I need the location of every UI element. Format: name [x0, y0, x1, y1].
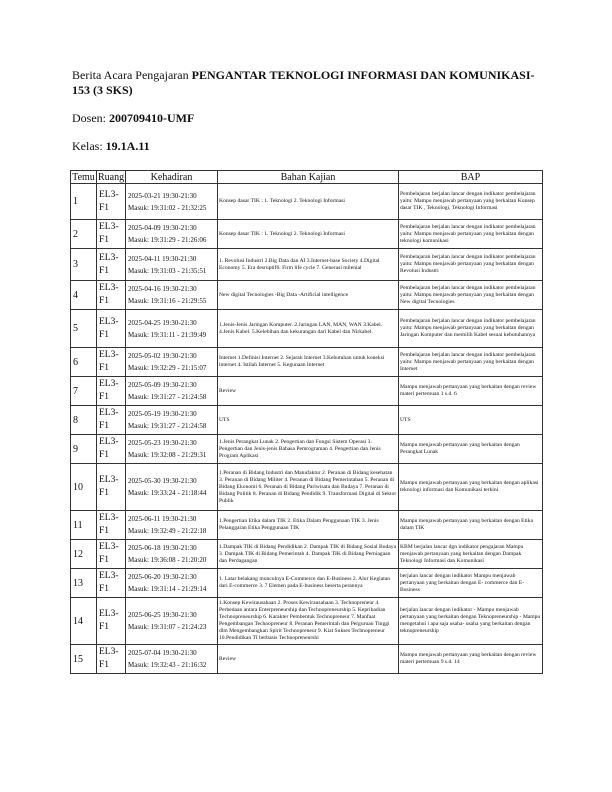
table-row — [71, 184, 543, 220]
cell-bahan-kajian: Konsep dasar TIK : 1. Teknologi 2. Teknologi Informasi — [218, 184, 399, 220]
header-temu: Temu — [72, 171, 95, 183]
cell-kehadiran — [126, 377, 218, 406]
jadwal-text: 2025-04-11 19:30-21:30 — [128, 254, 197, 263]
table-row — [71, 220, 543, 249]
cell-kehadiran — [126, 184, 218, 220]
cell-temu: 14 — [71, 598, 97, 645]
cell-ruang: EL3-F1 — [97, 464, 126, 511]
cell-temu: 8 — [71, 406, 97, 435]
cell-bap: Pembelajaran berjalan lancar dengan indikator pembelajaran yaitu: Mampu menjawab pertanyaan yang berkaitan dengan Jaringan Komputer dan memilih Kabel sesuai kebutuhannya — [399, 310, 543, 348]
cell-bap: Mampu menjawab pertanyaan yang berkaitan dengan aplikasi teknologi informasi dan Komunikasi terkini — [399, 464, 543, 511]
jadwal-text: 2025-05-19 19:30-21:30 — [128, 410, 197, 418]
cell-bap: Mampu menjawab pertanyaan yang berkaitan dengan review materi pertemuan 1 s.d. 6 — [399, 377, 543, 406]
jadwal-text: 2025-06-11 19:30-21:30 — [128, 515, 197, 523]
cell-kehadiran — [126, 645, 218, 674]
dosen-value: 200709410-UMF — [109, 111, 195, 125]
cell-ruang: EL3-F1 — [97, 406, 126, 435]
table-row — [71, 511, 543, 540]
table-row — [71, 406, 543, 435]
table-row — [71, 598, 543, 645]
masuk-text: Masuk: 19:31:03 - 21:35:51 — [128, 266, 207, 275]
cell-bap: Mampu menjawab pertanyaan yang berkaitan dengan Perangkat Lunak — [399, 435, 543, 464]
cell-bahan-kajian: Internet 1.Definisi Internet 2. Sejarah Internet 3.Kebutuhan untuk koneksi internet 4. Istilah Internet 5. Kegunaan Internet — [218, 348, 399, 377]
jadwal-text: 2025-06-20 19:30-21:30 — [128, 573, 197, 581]
cell-bap: Pembelajaran berjalan lancar dengan indikator pembelajaran yaitu: Mampu menjawab pertanyaan yang berkaitan dengan Revolusi Industri — [399, 249, 543, 281]
cell-temu: 6 — [71, 348, 97, 377]
cell-temu: 5 — [71, 310, 97, 348]
table-row — [71, 310, 543, 348]
cell-kehadiran — [126, 435, 218, 464]
masuk-text: Masuk: 19:31:07 - 21:24:23 — [128, 623, 207, 631]
cell-kehadiran — [126, 406, 218, 435]
cell-bahan-kajian: 1.Peranan di Bidang Industri dan Manufaktur 2. Peranan di Bidang kesehatan 3. Peranan di Bidang Militer 4. Peranan di Bidang Pemerintahan 5. Peranan di Bidang Ekonomi 6. Peranan di Bidang Pariwisata dan Budaya 7. Peranan di Bidang Politik 8. Peranan di Bidang Pendidik 9. Transformasi Digital di Sektor Publik — [218, 464, 399, 511]
course-name: PENGANTAR TEKNOLOGI INFORMASI DAN KOMUNIKASI-153 (3 SKS) — [72, 68, 535, 97]
cell-bap: Mampu menjawab pertanyaan yang berkaitan dengan Etika dalam TIK — [399, 511, 543, 540]
table-head — [71, 171, 543, 184]
cell-ruang: EL3-F1 — [97, 281, 126, 310]
cell-bap: berjalan lancar dengan indikator - Mampu menjawab pertanyaan yang berkaitan dengan Teknopreneurship - Mampu mengetahui i apa saja usaha- usaha yang berkaitan dengan teknopreneurship — [399, 598, 543, 645]
cell-bahan-kajian: 1.Pengertian Etika dalam TIK 2. Etika Dalam Penggunaan TIK 3. Jenis Pelanggaran Etika Penggunaan TIK — [218, 511, 399, 540]
masuk-text: Masuk: 19:31:27 - 21:24:58 — [128, 422, 207, 430]
jadwal-text: 2025-05-02 19:30-21:30 — [128, 352, 197, 360]
cell-bahan-kajian: Review — [218, 377, 399, 406]
cell-bahan-kajian: 1.Jenis-Jenis Jaringan Komputer. 2.Jaringan LAN, MAN, WAN 3.Kabel. 4.Jenis Kabel. 5.Kelebihan dan kekurangan dari Kabel dan Nirkabel. — [218, 310, 399, 348]
cell-kehadiran — [126, 310, 218, 348]
jadwal-text: 2025-04-16 19:30-21:30 — [128, 285, 197, 293]
cell-bap: Pembelajaran berjalan lancar dengan indikator pembelajaran yaitu: Mampu menjawab pertanyaan yang berkaitan dengan Internet — [399, 348, 543, 377]
cell-bahan-kajian: Review — [218, 645, 399, 674]
cell-kehadiran — [126, 540, 218, 569]
jadwal-text: 2025-05-09 19:30-21:30 — [128, 381, 197, 389]
cell-ruang: EL3-F1 — [97, 249, 126, 281]
header-kehadiran: Kehadiran — [126, 171, 218, 184]
masuk-text: Masuk: 19:31:16 - 21:29:55 — [128, 297, 207, 305]
cell-bahan-kajian: 1.Dampak TIK di Bidang Pendidikan 2. Dampak TIK di Bidang Sosial Budaya 3. Dampak TIK di Bidang Pemerintah 4. Dampak TIK di Bidang Perniagaan dan Perdagangan — [218, 540, 399, 569]
table-row — [71, 540, 543, 569]
cell-bahan-kajian: UTS — [218, 406, 399, 435]
cell-bap: Pembelajaran berjalan lancar dengan indikator pembelajaran yaitu: Mampu menjawab pertanyaan yang berkaitan dengan New digital Tecnologies — [399, 281, 543, 310]
kelas-line — [72, 139, 542, 154]
cell-ruang: EL3-F1 — [97, 377, 126, 406]
document-header — [72, 68, 542, 167]
cell-bahan-kajian: Konsep dasar TIK : 1. Teknologi 2. Teknologi Informasi — [218, 220, 399, 249]
cell-bahan-kajian: 1.Jenis Perangkat Lunak 2. Pengertian dan Fungsi Sistem Operasi 3. Pengertian dan Jenis-jenis Bahasa Pemrograman 4. Pengertian dan Jenis Program Aplikasi — [218, 435, 399, 464]
cell-temu: 1 — [71, 184, 97, 220]
dosen-label: Dosen: — [72, 111, 106, 125]
cell-kehadiran — [126, 249, 218, 281]
cell-temu: 2 — [71, 220, 97, 249]
table-body — [71, 184, 543, 674]
jadwal-text: 2025-07-04 19:30-21:30 — [128, 649, 197, 657]
cell-bap: Mampu menjawab pertanyaan yang berkaitan dengan review materi pertemuan 9 s.d. 14 — [399, 645, 543, 674]
title-prefix: Berita Acara Pengajaran — [72, 68, 189, 82]
cell-kehadiran — [126, 598, 218, 645]
table-row — [71, 645, 543, 674]
header-row — [71, 171, 543, 184]
cell-ruang: EL3-F1 — [97, 511, 126, 540]
cell-temu: 11 — [71, 511, 97, 540]
masuk-text: Masuk: 19:32:08 - 21:29:31 — [128, 451, 207, 459]
jadwal-text: 2025-04-09 19:30-21:30 — [128, 224, 197, 232]
cell-temu: 12 — [71, 540, 97, 569]
masuk-text: Masuk: 19:36:08 - 21:20:20 — [128, 556, 207, 564]
cell-kehadiran — [126, 569, 218, 598]
cell-ruang: EL3-F1 — [97, 540, 126, 569]
cell-ruang: EL3-F1 — [97, 184, 126, 220]
cell-ruang: EL3-F1 — [97, 435, 126, 464]
cell-kehadiran — [126, 511, 218, 540]
kelas-label: Kelas: — [72, 139, 103, 153]
cell-kehadiran — [126, 220, 218, 249]
table-row — [71, 348, 543, 377]
dosen-line — [72, 111, 542, 126]
header-ruang: Ruang — [98, 171, 125, 183]
cell-temu: 13 — [71, 569, 97, 598]
cell-kehadiran — [126, 348, 218, 377]
cell-bap: Pembelajaran berjalan lancar dengan indikator pembelajaran yaitu: Mampu menjawab pertanyaan yang berkaitan Konsep dasar TIK , Teknologi, Teknologi Informasi — [399, 184, 543, 220]
cell-bahan-kajian: 1.Konsep Kewirausahaan 2. Proses Kewirausahaan 3. Technopreneur 4. Perbedaan antara Enterpreneurship dan Technopreneurship 5. Kepribadian Technopreneurship 6. Karakter Pembentuk Technopreneur 7. Manfaat Pengembangan Technopreneur 8. Peranan Pemerintah dan Perguruan Tinggi dlm Mengembangkan Spirit Technopreneur 9. Kiat Sukses Technopreneur 10.Pendidikan TI berbasis Technopreneurshi — [218, 598, 399, 645]
cell-temu: 3 — [71, 249, 97, 281]
cell-ruang: EL3-F1 — [97, 569, 126, 598]
cell-bahan-kajian: 1. Revolusi Industri 2.Big Data dan AI 3.Internet-base Society 4.Digital Economy 5. Era desruptif6. Firm life cycle 7. Generasi milenial — [218, 249, 399, 281]
document-title — [72, 68, 542, 98]
cell-temu: 9 — [71, 435, 97, 464]
masuk-text: Masuk: 19:31:14 - 21:29:14 — [128, 585, 207, 593]
cell-bahan-kajian: New digital Tecnologies -Big Data -Artificial intelligence — [218, 281, 399, 310]
table-row — [71, 435, 543, 464]
cell-bap: Pembelajaran berjalan lancar dengan indikator pembelajaran yaitu: Mampu menjawab pertanyaan yang berkaitan dengan teknologi komunikasi — [399, 220, 543, 249]
masuk-text: Masuk: 19:33:24 - 21:18:44 — [128, 489, 207, 497]
cell-ruang: EL3-F1 — [97, 220, 126, 249]
header-bahan-kajian: Bahan Kajian — [218, 171, 399, 184]
masuk-text: Masuk: 19:31:27 - 21:24:58 — [128, 393, 207, 401]
cell-temu: 10 — [71, 464, 97, 511]
cell-kehadiran — [126, 464, 218, 511]
jadwal-text: 2025-05-23 19:30-21:30 — [128, 439, 197, 447]
cell-bap: berjalan lancar dengan indikator Mampu menjawab pertanyaan yang berkaitan dengan E- commerce dan E-Business — [399, 569, 543, 598]
table-row — [71, 281, 543, 310]
cell-temu: 7 — [71, 377, 97, 406]
masuk-text: Masuk: 19:32:49 - 21:22:18 — [128, 527, 207, 535]
table-row — [71, 569, 543, 598]
jadwal-text: 2025-06-25 19:30-21:30 — [128, 611, 197, 619]
table-row — [71, 464, 543, 511]
cell-bahan-kajian: 1. Latar belakang munculnya E-Commerce dan E-Business 2. Alur Kegiatan dari E-commerce 3. 7 Elemen pada E-business beserta perannya — [218, 569, 399, 598]
attendance-table — [70, 170, 543, 674]
jadwal-text: 2025-04-25 19:30-21:30 — [128, 318, 197, 327]
cell-temu: 15 — [71, 645, 97, 674]
jadwal-text: 2025-03-21 19:30-21:30 — [128, 191, 197, 200]
masuk-text: Masuk: 19:31:02 - 21:32:25 — [128, 203, 207, 212]
masuk-text: Masuk: 19:31:29 - 21:26:06 — [128, 236, 207, 244]
cell-ruang: EL3-F1 — [97, 310, 126, 348]
jadwal-text: 2025-05-30 19:30-21:30 — [128, 477, 197, 485]
masuk-text: Masuk: 19:32:43 - 21:16:32 — [128, 661, 207, 669]
table-row — [71, 249, 543, 281]
cell-bap: UTS — [399, 406, 543, 435]
cell-ruang: EL3-F1 — [97, 348, 126, 377]
cell-ruang: EL3-F1 — [97, 598, 126, 645]
cell-bap: KBM berjalan lancar dgn indikator pengajaran Mampu menjawab pertanyaan yang berkaitan dengan Dampak Teknologi Informasi dan Komunikasi — [399, 540, 543, 569]
masuk-text: Masuk: 19:32:29 - 21:15:07 — [128, 364, 207, 372]
header-bap: BAP — [399, 171, 543, 184]
table-row — [71, 377, 543, 406]
cell-temu: 4 — [71, 281, 97, 310]
cell-ruang: EL3-F1 — [97, 645, 126, 674]
masuk-text: Masuk: 19:31:11 - 21:39:49 — [128, 330, 207, 339]
jadwal-text: 2025-06-18 19:30-21:30 — [128, 544, 197, 552]
cell-kehadiran — [126, 281, 218, 310]
kelas-value: 19.1A.11 — [105, 139, 150, 153]
